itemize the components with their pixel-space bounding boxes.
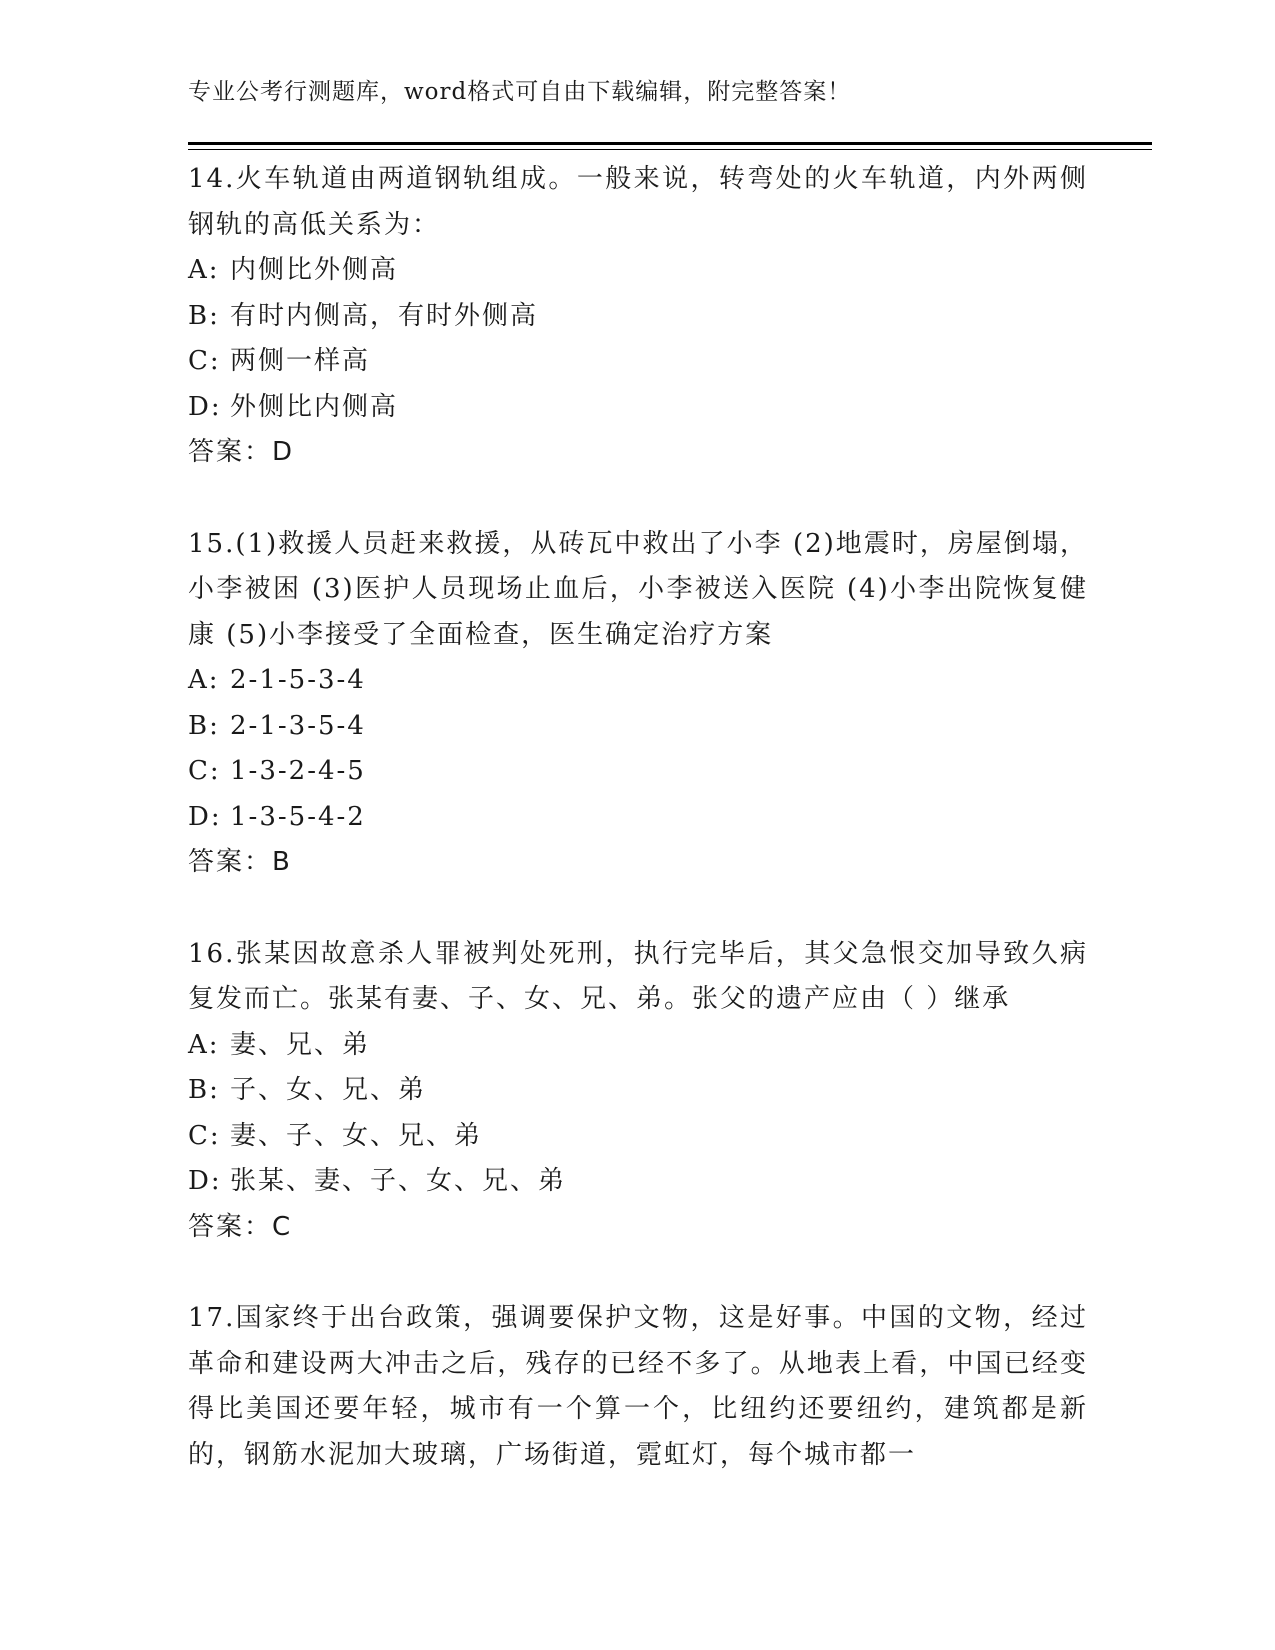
header-divider-thin	[188, 149, 1152, 150]
option-a	[188, 658, 1088, 704]
question-17	[188, 1296, 1088, 1478]
answer-line: 答案：D	[188, 437, 295, 467]
option-key: A:	[188, 255, 220, 285]
question-stem: 17.国家终于出台政策，强调要保护文物，这是好事。中国的文物，经过革命和建设两大冲击之后，残存的已经不多了。从地表上看，中国已经变得比美国还要年轻，城市有一个算一个，比纽约还要纽约，建筑都是新的，钢筋水泥加大玻璃，广场街道，霓虹灯，每个城市都一	[188, 1303, 1088, 1470]
option-key: B:	[188, 300, 220, 331]
option-c	[188, 339, 1088, 385]
answer-line: 答案：C	[188, 1211, 293, 1242]
option-text: 子、女、兄、弟	[230, 1075, 427, 1105]
option-c	[188, 1114, 1088, 1160]
option-key: D:	[188, 391, 222, 422]
option-text: 2-1-5-3-4	[230, 665, 366, 695]
option-a	[188, 248, 1088, 294]
option-text: 外侧比内侧高	[230, 391, 399, 422]
option-d	[188, 795, 1088, 841]
option-b	[188, 704, 1088, 750]
option-text: 两侧一样高	[230, 346, 371, 376]
option-key: C:	[188, 756, 221, 786]
option-key: A:	[188, 1029, 220, 1060]
page-header: 专业公考行测题库，word格式可自由下载编辑，附完整答案！	[188, 79, 852, 105]
option-text: 有时内侧高，有时外侧高	[230, 300, 539, 331]
option-text: 内侧比外侧高	[230, 255, 399, 285]
option-key: B:	[188, 1075, 220, 1105]
option-d	[188, 1159, 1088, 1205]
question-15	[188, 522, 1088, 886]
option-text: 2-1-3-5-4	[230, 710, 366, 741]
option-key: B:	[188, 710, 220, 741]
question-stem: 15.(1)救援人员赶来救援，从砖瓦中救出了小李 (2)地震时，房屋倒塌，小李被困 (3)医护人员现场止血后，小李被送入医院 (4)小李出院恢复健康 (5)小李接受了全面检查，医生确定治疗方案	[188, 528, 1088, 650]
option-key: D:	[188, 1166, 222, 1196]
option-b	[188, 1068, 1088, 1114]
question-16	[188, 932, 1088, 1251]
option-text: 1-3-2-4-5	[230, 756, 366, 786]
header-divider-thick	[188, 142, 1152, 145]
option-text: 妻、子、女、兄、弟	[230, 1120, 483, 1151]
answer-line: 答案：B	[188, 847, 292, 877]
option-b	[188, 294, 1088, 340]
question-14	[188, 157, 1088, 476]
option-key: A:	[188, 665, 220, 695]
option-d	[188, 385, 1088, 431]
option-text: 妻、兄、弟	[230, 1029, 371, 1060]
option-text: 1-3-5-4-2	[230, 801, 366, 832]
question-list	[188, 157, 1088, 1524]
option-key: C:	[188, 1120, 221, 1151]
option-key: C:	[188, 346, 221, 376]
option-key: D:	[188, 801, 222, 832]
option-c	[188, 749, 1088, 795]
option-text: 张某、妻、子、女、兄、弟	[230, 1166, 567, 1196]
question-stem: 16.张某因故意杀人罪被判处死刑，执行完毕后，其父急恨交加导致久病复发而亡。张某有妻、子、女、兄、弟。张父的遗产应由（ ）继承	[188, 938, 1088, 1014]
question-stem: 14.火车轨道由两道钢轨组成。一般来说，转弯处的火车轨道，内外两侧钢轨的高低关系为：	[188, 164, 1088, 240]
option-a	[188, 1023, 1088, 1069]
